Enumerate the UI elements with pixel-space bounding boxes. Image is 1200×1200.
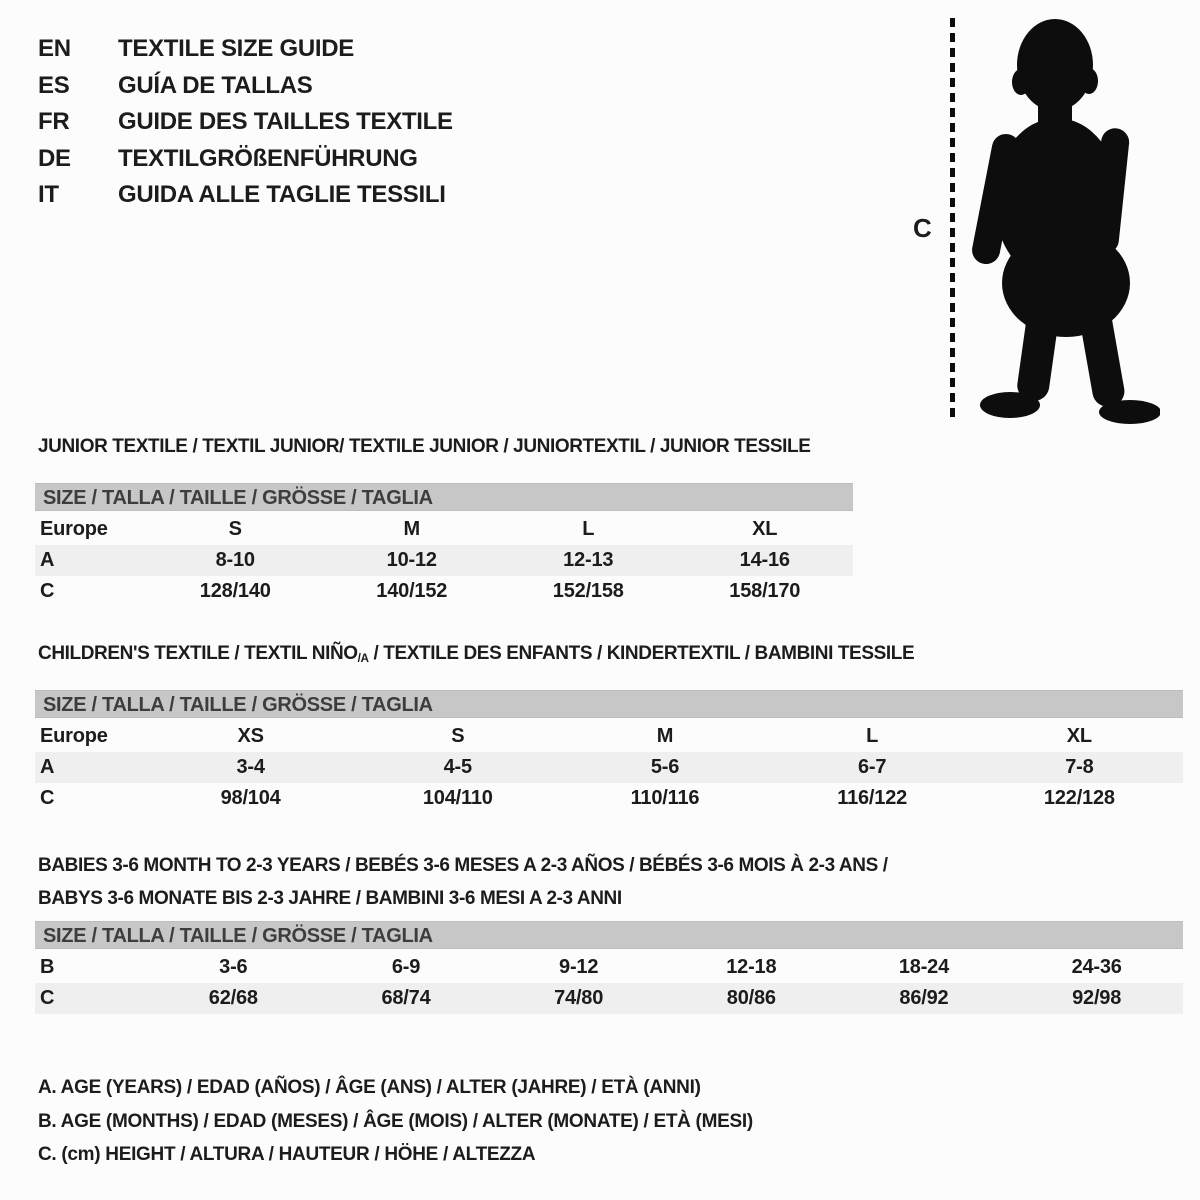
table-row-height <box>35 983 1183 1014</box>
table-row-europe <box>35 721 1183 752</box>
table-row-height <box>35 576 853 607</box>
table-cell: XL <box>1066 725 1092 747</box>
table-cell: 14-16 <box>739 549 790 571</box>
table-cell: 62/68 <box>208 987 258 1009</box>
table-row-age <box>35 752 1183 783</box>
language-title: GUÍA DE TALLAS <box>118 71 313 99</box>
table-row-height <box>35 783 1183 814</box>
language-code: ES <box>38 71 70 99</box>
language-code: DE <box>38 144 71 172</box>
language-row-en <box>38 31 453 68</box>
table-cell: L <box>866 725 879 747</box>
junior-size-table-header: SIZE / TALLA / TAILLE / GRÖSSE / TAGLIA <box>35 483 853 511</box>
babies-title-line1: BABIES 3-6 MONTH TO 2-3 YEARS / BEBÉS 3-6 MESES A 2-3 AÑOS / BÉBÉS 3-6 MOIS À 2-3 ANS / <box>38 855 888 876</box>
row-label: B <box>40 956 55 978</box>
row-label: Europe <box>40 518 108 540</box>
table-cell: S <box>228 518 242 540</box>
language-title: TEXTILGRÖßENFÜHRUNG <box>118 144 418 172</box>
table-row-months <box>35 952 1183 983</box>
language-row-it <box>38 177 453 214</box>
table-cell: 122/128 <box>1043 787 1115 809</box>
legend-line-c: C. (cm) HEIGHT / ALTURA / HAUTEUR / HÖHE / ALTEZZA <box>38 1144 536 1165</box>
table-cell: 140/152 <box>376 580 448 602</box>
table-cell: XL <box>752 518 778 540</box>
row-label: C <box>40 580 55 602</box>
language-title: TEXTILE SIZE GUIDE <box>118 35 354 63</box>
height-measure-label: C <box>913 213 932 243</box>
junior-section-title: JUNIOR TEXTILE / TEXTIL JUNIOR/ TEXTILE JUNIOR / JUNIORTEXTIL / JUNIOR TESSILE <box>38 436 811 457</box>
language-row-es <box>38 68 453 105</box>
table-cell: M <box>403 518 420 540</box>
babies-size-table-header: SIZE / TALLA / TAILLE / GRÖSSE / TAGLIA <box>35 921 1183 949</box>
table-cell: 18-24 <box>898 956 950 978</box>
row-label: A <box>40 756 55 778</box>
table-cell: 152/158 <box>552 580 624 602</box>
table-cell: 12-18 <box>726 956 777 978</box>
table-cell: 116/122 <box>837 787 908 809</box>
language-title: GUIDA ALLE TAGLIE TESSILI <box>118 181 446 209</box>
children-section-title <box>38 643 914 665</box>
table-cell: S <box>451 725 465 747</box>
table-cell: 98/104 <box>220 787 281 809</box>
table-cell: 24-36 <box>1071 956 1122 978</box>
children-title-post: / TEXTILE DES ENFANTS / KINDERTEXTIL / BAMBINI TESSILE <box>368 643 915 664</box>
table-cell: 9-12 <box>559 956 599 978</box>
language-row-de <box>38 141 453 178</box>
height-measure-figure <box>905 15 1160 427</box>
language-code: FR <box>38 108 70 136</box>
children-size-table-header: SIZE / TALLA / TAILLE / GRÖSSE / TAGLIA <box>35 690 1183 718</box>
row-label: C <box>40 787 55 809</box>
language-code: IT <box>38 181 59 209</box>
table-row-age <box>35 545 853 576</box>
legend-line-a: A. AGE (YEARS) / EDAD (AÑOS) / ÂGE (ANS) / ALTER (JAHRE) / ETÀ (ANNI) <box>38 1077 701 1098</box>
table-cell: 10-12 <box>386 549 437 571</box>
table-cell: 3-6 <box>219 956 248 978</box>
babies-size-table <box>35 921 1183 1014</box>
legend-line-b: B. AGE (MONTHS) / EDAD (MESES) / ÂGE (MOIS) / ALTER (MONATE) / ETÀ (MESI) <box>38 1110 753 1132</box>
table-cell: 74/80 <box>554 987 604 1009</box>
table-cell: 80/86 <box>726 987 776 1009</box>
language-row-fr <box>38 104 453 141</box>
row-label: Europe <box>40 725 108 747</box>
table-cell: M <box>656 725 674 747</box>
table-cell: 92/98 <box>1072 987 1122 1009</box>
language-title: GUIDE DES TAILLES TEXTILE <box>118 108 453 136</box>
table-cell: 12-13 <box>563 549 614 571</box>
table-cell: 110/116 <box>630 787 700 809</box>
table-cell: 5-6 <box>650 756 680 778</box>
table-cell: L <box>582 518 595 540</box>
toddler-silhouette-icon <box>960 15 1160 425</box>
table-cell: 128/140 <box>199 580 271 602</box>
table-cell: 68/74 <box>381 987 431 1009</box>
children-title-pre: CHILDREN'S TEXTILE / TEXTIL NIÑO <box>38 643 358 664</box>
language-code: EN <box>38 35 71 63</box>
table-cell: 4-5 <box>443 756 472 778</box>
junior-size-table <box>35 483 853 607</box>
legend-block <box>38 1071 753 1172</box>
table-cell: 158/170 <box>729 580 801 602</box>
table-cell: XS <box>237 725 264 747</box>
table-cell: 6-7 <box>858 756 887 778</box>
row-label: A <box>40 549 55 571</box>
table-cell: 7-8 <box>1065 756 1094 778</box>
table-cell: 6-9 <box>391 956 421 978</box>
height-dashed-line <box>950 18 955 418</box>
table-row-europe <box>35 514 853 545</box>
children-title-sub: /A <box>357 651 369 665</box>
babies-section-title <box>38 849 888 915</box>
babies-title-line2: BABYS 3-6 MONATE BIS 2-3 JAHRE / BAMBINI 3-6 MESI A 2-3 ANNI <box>38 888 622 909</box>
table-cell: 104/110 <box>422 787 493 809</box>
table-cell: 86/92 <box>899 987 949 1009</box>
language-title-block <box>38 31 453 214</box>
table-cell: 3-4 <box>236 756 265 778</box>
children-size-table <box>35 690 1183 814</box>
table-cell: 8-10 <box>215 549 255 571</box>
row-label: C <box>40 987 55 1009</box>
